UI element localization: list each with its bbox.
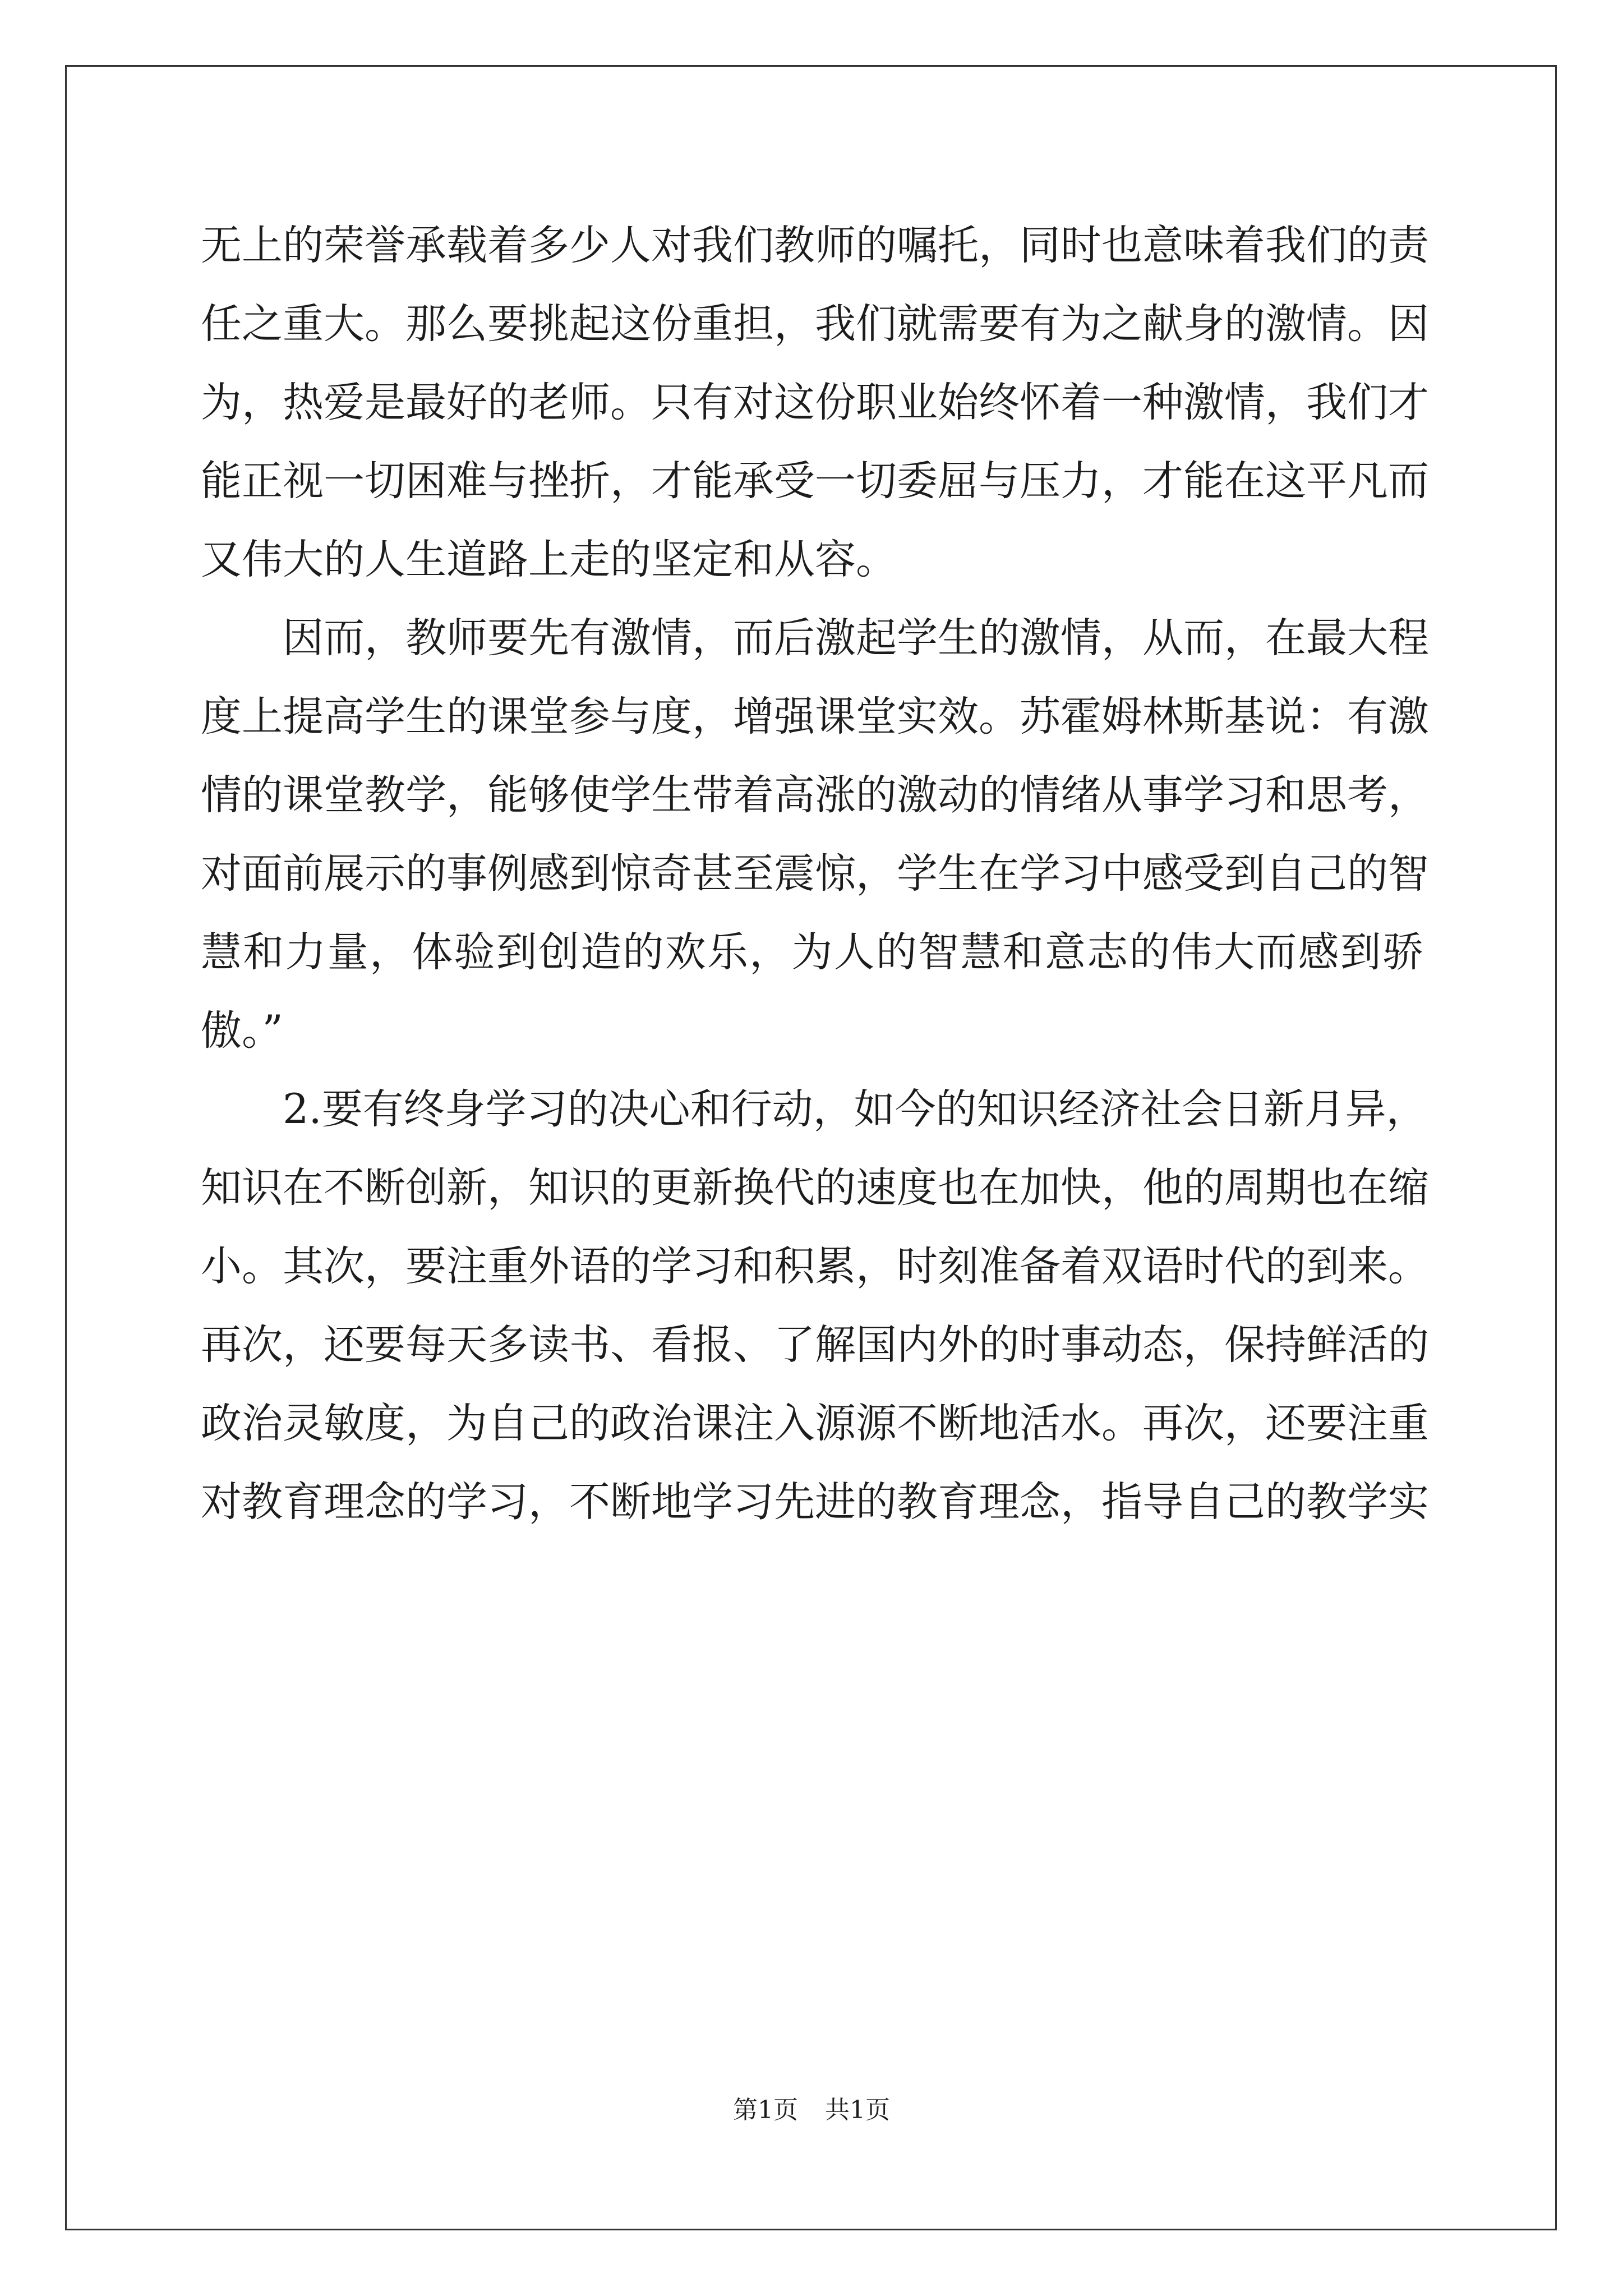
text-line: 又伟大的人生道路上走的坚定和从容。: [201, 536, 897, 583]
text-line: 能正视一切困难与挫折，才能承受一切委屈与压力，才能在这平凡而: [201, 457, 1429, 505]
paragraph-1: [201, 206, 1429, 599]
text-line: 傲。”: [201, 1007, 283, 1055]
text-line: 对教育理念的学习，不断地学习先进的教育理念，指导自己的教学实: [201, 1478, 1429, 1526]
text-line: 为，热爱是最好的老师。只有对这份职业始终怀着一种激情，我们才: [201, 379, 1429, 426]
text-line: 2.要有终身学习的决心和行动，如今的知识经济社会日新月异，: [283, 1085, 1427, 1133]
text-line: 小。其次，要注重外语的学习和积累，时刻准备着双语时代的到来。: [201, 1243, 1429, 1290]
text-line: 因而，教师要先有激情，而后激起学生的激情，从而，在最大程: [283, 614, 1429, 662]
text-line: 任之重大。那么要挑起这份重担，我们就需要有为之献身的激情。因: [201, 300, 1429, 348]
paragraph-3: [201, 1070, 1429, 1542]
text-line: 政治灵敏度，为自己的政治课注入源源不断地活水。再次，还要注重: [201, 1400, 1429, 1447]
paragraph-2: [201, 599, 1429, 1070]
page-number: 第1页: [733, 2096, 798, 2124]
text-line: 情的课堂教学，能够使学生带着高涨的激动的情绪从事学习和思考，: [201, 771, 1429, 819]
text-line: 无上的荣誉承载着多少人对我们教师的嘱托，同时也意味着我们的责: [201, 222, 1429, 269]
text-line: 慧和力量，体验到创造的欢乐，为人的智慧和意志的伟大而感到骄: [201, 928, 1423, 976]
text-line: 知识在不断创新，知识的更新换代的速度也在加快，他的周期也在缩: [201, 1164, 1429, 1212]
text-line: 再次，还要每天多读书、看报、了解国内外的时事动态，保持鲜活的: [201, 1321, 1429, 1369]
page-footer: [0, 2093, 1623, 2127]
document-body: [201, 206, 1429, 1542]
text-line: 度上提高学生的课堂参与度，增强课堂实效。苏霍姆林斯基说：有激: [201, 693, 1429, 740]
text-line: 对面前展示的事例感到惊奇甚至震惊，学生在学习中感受到自己的智: [201, 850, 1429, 898]
page-total: 共1页: [825, 2096, 890, 2124]
